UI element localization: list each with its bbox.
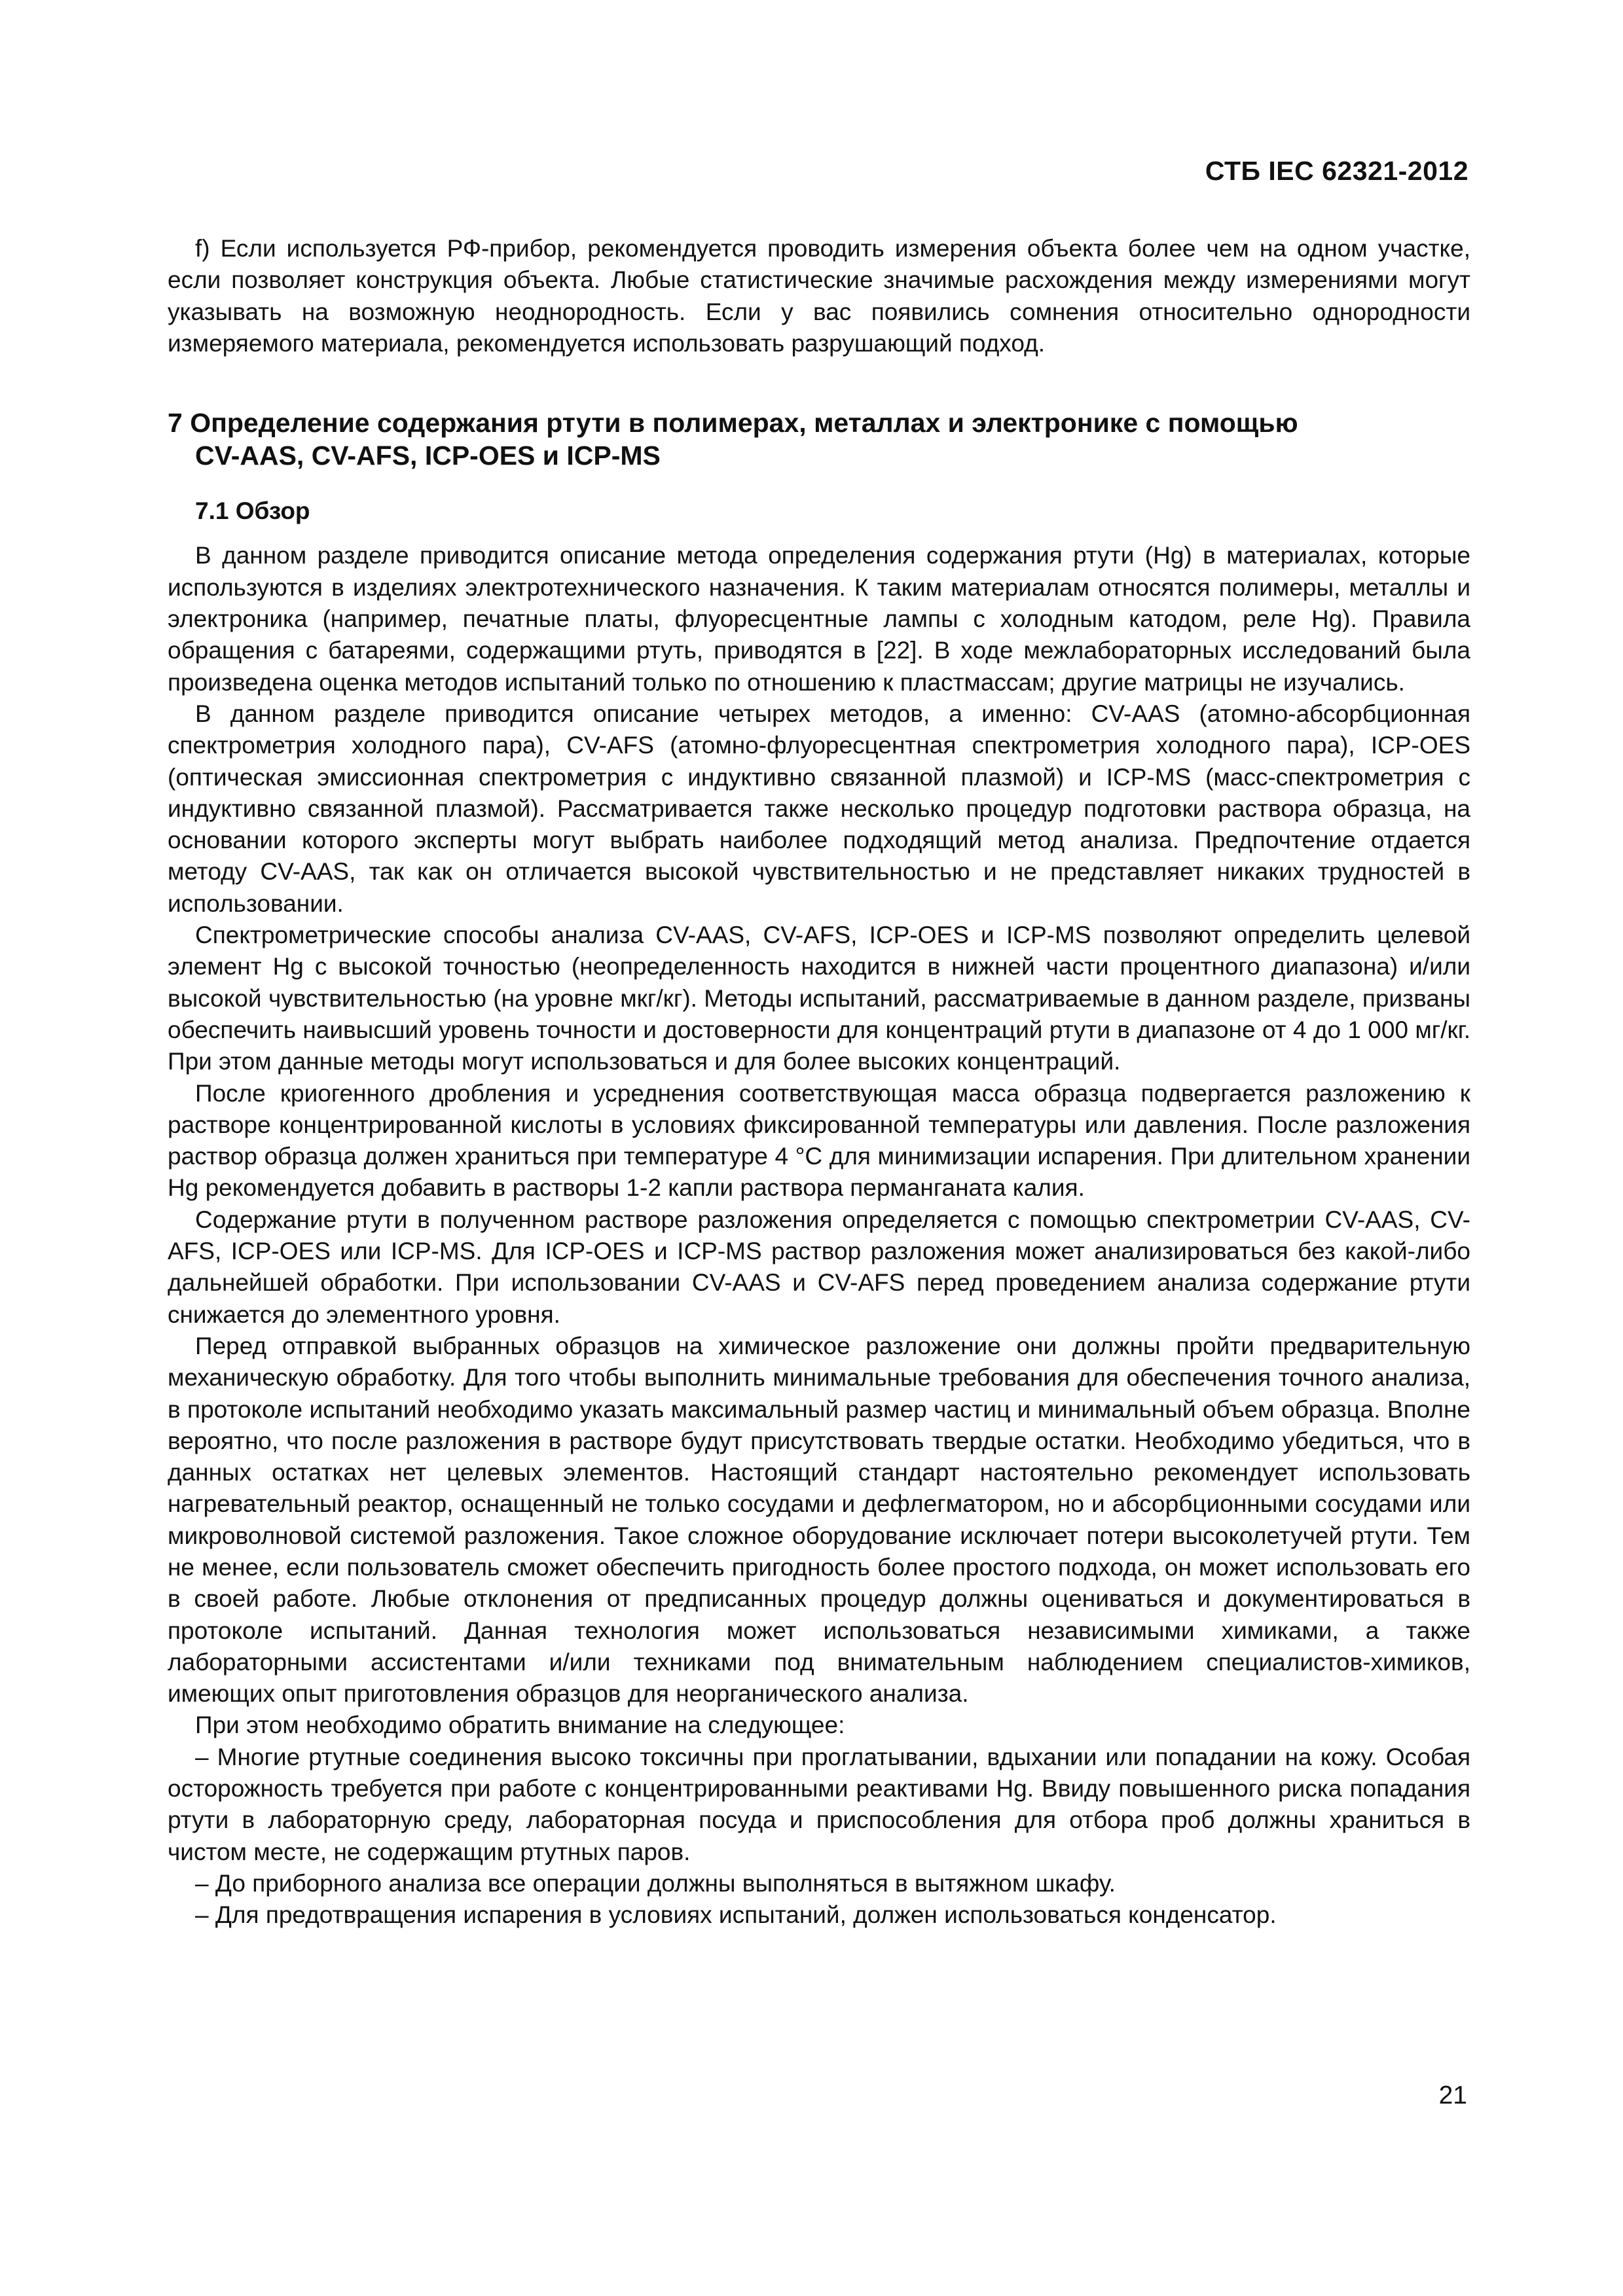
document-header: СТБ IEC 62321-2012 [1205, 156, 1468, 186]
paragraph: Содержание ртути в полученном растворе разложения определяется с помощью спектрометрии CV-AAS, CV-AFS, ICP-OES или ICP-MS. Для ICP-OES и ICP-MS раствор разложения может анализироваться без какой-либо дальнейшей обработки. При использовании CV-AAS и CV-AFS перед проведением анализа содержание ртути снижается до элементного уровня. [168, 1206, 1470, 1328]
section-title-line2: CV-AAS, CV-AFS, ICP-OES и ICP-MS [195, 440, 661, 471]
list-item: – До приборного анализа все операции должны выполняться в вытяжном шкафу. [195, 1869, 1116, 1897]
paragraph-f-item: f) Если используется РФ-прибор, рекомендуется проводить измерения объекта более чем на одном участке, если позволяет конструкция объекта. Любые статистические значимые расхождения между измерениями могут указывать на возможную неоднородность. Если у вас появились сомнения относительно однородности измеряемого материала, рекомендуется использовать разрушающий подход. [168, 235, 1470, 357]
paragraph: В данном разделе приводится описание четырех методов, а именно: CV-AAS (атомно-абсорбционная спектрометрия холодного пара), CV-AFS (атомно-флуоресцентная спектрометрия холодного пара), ICP-OES (оптическая эмиссионная спектрометрия с индуктивно связанной плазмой) и ICP-MS (масс-спектрометрия с индуктивно связанной плазмой). Рассматривается также несколько процедур подготовки раствора образца, на основании которого эксперты могут выбрать наиболее подходящий метод анализа. Предпочтение отдается методу CV-AAS, так как он отличается высокой чувствительностью и не представляет никаких трудностей в использовании. [168, 700, 1470, 917]
paragraph: В данном разделе приводится описание метода определения содержания ртути (Hg) в материалах, которые используются в изделиях электротехнического назначения. К таким материалам относятся полимеры, металлы и электроника (например, печатные платы, флуоресцентные лампы с холодным катодом, реле Hg). Правила обращения с батареями, содержащими ртуть, приводятся в [22]. В ходе межлабораторных исследований была произведена оценка методов испытаний только по отношению к пластмассам; другие матрицы не изучались. [168, 542, 1470, 696]
paragraph: При этом необходимо обратить внимание на следующее: [195, 1712, 845, 1739]
section-title-line1: 7 Определение содержания ртути в полимерах, металлах и электронике с помощью [168, 408, 1298, 439]
page-content [168, 233, 1470, 1931]
section-title [168, 406, 1470, 472]
list-item: – Для предотвращения испарения в условиях испытаний, должен использоваться конденсатор. [195, 1901, 1277, 1929]
paragraph: Перед отправкой выбранных образцов на химическое разложение они должны пройти предварительную механическую обработку. Для того чтобы выполнить минимальные требования для обеспечения точного анализа, в протоколе испытаний необходимо указать максимальный размер частиц и минимальный объем образца. Вполне вероятно, что после разложения в растворе будут присутствовать твердые остатки. Необходимо убедиться, что в данных остатках нет целевых элементов. Настоящий стандарт настоятельно рекомендует использовать нагревательный реактор, оснащенный не только сосудами и дефлегматором, но и абсорбционными сосудами или микроволновой системой разложения. Такое сложное оборудование исключает потери высоколетучей ртути. Тем не менее, если пользователь сможет обеспечить пригодность более простого подхода, он может использовать его в своей работе. Любые отклонения от предписанных процедур должны оцениваться и документироваться в протоколе испытаний. Данная технология может использоваться независимыми химиками, а также лабораторными ассистентами и/или техниками под внимательным наблюдением специалистов-химиков, имеющих опыт приготовления образцов для неорганического анализа. [168, 1332, 1470, 1708]
paragraph: После криогенного дробления и усреднения соответствующая масса образца подвергается разложению к растворе концентрированной кислоты в условиях фиксированной температуры или давления. После разложения раствор образца должен храниться при температуре 4 °C для минимизации испарения. При длительном хранении Hg рекомендуется добавить в растворы 1-2 капли раствора перманганата калия. [168, 1079, 1470, 1202]
list-item: – Многие ртутные соединения высоко токсичны при проглатывании, вдыхании или попадании на кожу. Особая осторожность требуется при работе с концентрированными реактивами Hg. Ввиду повышенного риска попадания ртути в лабораторную среду, лабораторная посуда и приспособления для отбора проб должны храниться в чистом месте, не содержащим ртутных паров. [168, 1743, 1470, 1865]
page-number: 21 [1438, 2081, 1467, 2109]
subsection-title: 7.1 Обзор [195, 497, 310, 525]
paragraph: Спектрометрические способы анализа CV-AAS, CV-AFS, ICP-OES и ICP-MS позволяют определить целевой элемент Hg с высокой точностью (неопределенность находится в нижней части процентного диапазона) и/или высокой чувствительностью (на уровне мкг/кг). Методы испытаний, рассматриваемые в данном разделе, призваны обеспечить наивысший уровень точности и достоверности для концентраций ртути в диапазоне от 4 до 1 000 мг/кг. При этом данные методы могут использоваться и для более высоких концентраций. [168, 922, 1470, 1075]
